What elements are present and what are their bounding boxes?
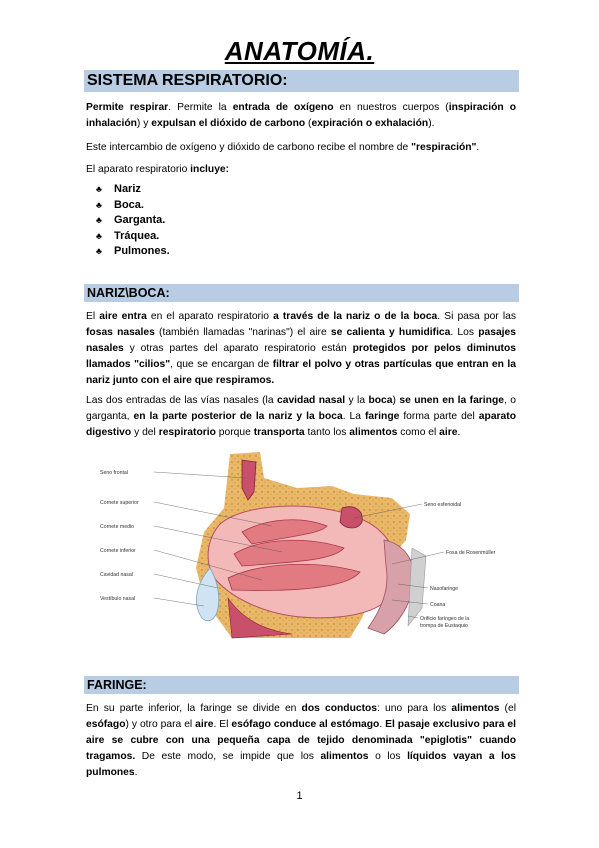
text-run: , que se encargan de xyxy=(170,359,273,370)
text-run: alimentos xyxy=(320,751,369,762)
label-cornete-medio: Cornete medio xyxy=(100,524,135,530)
text-run: y la xyxy=(345,395,369,406)
text-run: En su parte inferior, la faringe se divide en xyxy=(86,703,302,714)
text-run: en nuestros cuerpos ( xyxy=(333,102,449,113)
text-run: . xyxy=(379,719,386,730)
spade-icon: ♣ xyxy=(96,199,102,210)
text-run: respiratorio xyxy=(158,427,216,438)
paragraph-faringe xyxy=(86,701,516,781)
text-run: (el xyxy=(499,703,517,714)
text-run: . La xyxy=(342,411,365,422)
spade-icon: ♣ xyxy=(96,184,102,194)
sphenoid-sinus xyxy=(340,507,362,528)
text-run: líquidos vayan a los pulmones xyxy=(86,751,516,778)
label-fosa-rosenmuller: Fosa de Rosenmüller xyxy=(446,550,496,556)
label-cavidad-nasal: Cavidad nasal xyxy=(100,572,133,578)
text-run: forma parte del xyxy=(399,411,479,422)
text-run: . El xyxy=(213,719,232,730)
label-coana: Coana xyxy=(430,602,446,608)
text-run: cavidad nasal xyxy=(276,395,346,406)
text-run: aire xyxy=(195,719,214,730)
text-run: ) y xyxy=(136,118,152,129)
text-run: Permite respirar xyxy=(86,102,169,113)
text-run: o los xyxy=(368,751,408,762)
text-run: ) xyxy=(392,395,400,406)
spade-icon: ♣ xyxy=(96,246,102,256)
text-run: esófago conduce al estómago xyxy=(231,719,380,730)
text-run: entrada de oxígeno xyxy=(232,102,334,113)
text-run: expulsan el dióxido de carbono xyxy=(151,118,306,129)
text-run: porque xyxy=(215,427,254,438)
spade-icon: ♣ xyxy=(96,215,102,225)
text-run: expiración o exhalación xyxy=(311,118,429,129)
label-seno-frontal: Seno frontal xyxy=(100,470,128,476)
label-cornete-superior: Cornete superior xyxy=(100,500,139,506)
text-run: inspiración o inhalación xyxy=(86,102,516,129)
label-seno-esfenoidal: Seno esfenoidal xyxy=(424,502,462,508)
text-run: tanto los xyxy=(304,427,350,438)
text-run: ) y otro para el xyxy=(125,719,196,730)
text-run: De este modo, se impide que los xyxy=(135,751,321,762)
text-run: alimentos xyxy=(349,427,398,438)
text-run: y otras partes del aparato respiratorio están xyxy=(123,343,353,354)
text-run: como el xyxy=(397,427,440,438)
list-item: ♣ Boca. xyxy=(96,198,170,214)
text-run: a través de la nariz o de la boca xyxy=(273,311,438,322)
paragraph-intercambio xyxy=(86,140,516,156)
text-run: El aparato respiratorio xyxy=(86,164,191,175)
text-run: . Si pasa por las xyxy=(437,311,516,322)
text-run: ( xyxy=(305,118,312,129)
text-run: "respiración" xyxy=(411,142,477,153)
text-run: Las dos entradas de las vías nasales (la xyxy=(86,395,277,406)
text-run: faringe xyxy=(365,411,400,422)
text-run: . Los xyxy=(450,327,479,338)
text-run: transporta xyxy=(253,427,305,438)
label-trompa-eustaquio: trompa de Eustaquio xyxy=(420,623,468,629)
list-item: ♣ Nariz xyxy=(96,182,170,198)
label-nasofaringe: Nasofaringe xyxy=(430,586,458,592)
page-number: 1 xyxy=(296,790,303,802)
text-run: . Permite la xyxy=(168,102,233,113)
section-heading-faringe: FARINGE: xyxy=(84,676,519,694)
text-run: se calienta y humidifica xyxy=(330,327,451,338)
text-run: . xyxy=(457,427,461,438)
text-run: dos conductos xyxy=(301,703,378,714)
text-run: en la parte posterior de la nariz y la boca xyxy=(133,411,343,422)
text-run: pasajes nasales xyxy=(86,327,516,354)
list-item: ♣ Pulmones. xyxy=(96,244,170,260)
text-run: Este intercambio de oxígeno y dióxido de carbono recibe el nombre de xyxy=(86,142,412,153)
paragraph-incluye xyxy=(86,162,516,178)
text-run: y del xyxy=(131,427,159,438)
text-run: El xyxy=(86,311,100,322)
text-run: incluye: xyxy=(190,164,230,175)
text-run: en el aparato respiratorio xyxy=(146,311,274,322)
label-cornete-inferior: Cornete inferior xyxy=(100,548,136,554)
text-run: . xyxy=(476,142,480,153)
document-title: ANATOMÍA. xyxy=(224,36,375,66)
list-item: ♣ Garganta. xyxy=(96,213,170,229)
text-run: alimentos xyxy=(451,703,500,714)
label-orificio-faringeo: Orificio faríngeo de la xyxy=(420,616,470,622)
text-run: aparato digestivo xyxy=(86,411,516,438)
nasal-anatomy-illustration xyxy=(92,448,512,644)
text-run: . xyxy=(134,767,138,778)
text-run: boca xyxy=(368,395,393,406)
paragraph-aire-entra xyxy=(86,309,516,389)
text-run: : uno para los xyxy=(377,703,452,714)
text-run: aire entra xyxy=(99,311,147,322)
text-run: aire xyxy=(439,427,458,438)
spade-icon: ♣ xyxy=(96,230,102,241)
paragraph-vias-nasales xyxy=(86,393,516,441)
text-run: fosas nasales xyxy=(86,327,155,338)
text-run: ). xyxy=(428,118,435,129)
text-run: protegidos por pelos diminutos llamados "cilios" xyxy=(86,343,516,370)
section-heading-respiratorio: SISTEMA RESPIRATORIO: xyxy=(84,70,519,92)
text-run: filtrar el polvo y otras partículas que entran en la nariz junto con el aire que respiramos. xyxy=(86,359,516,386)
text-run: se unen en la faringe xyxy=(399,395,504,406)
label-vestibulo-nasal: Vestíbulo nasal xyxy=(100,596,136,602)
section-heading-nariz-boca: NARIZ\BOCA: xyxy=(84,284,519,302)
paragraph-respirar xyxy=(86,100,516,132)
organ-list xyxy=(96,182,170,260)
list-item: ♣ Tráquea. xyxy=(96,229,170,245)
text-run: El pasaje exclusivo para el aire se cubre con una pequeña capa de tejido denominada "epiglotis" cuando tragamos. xyxy=(86,719,516,762)
text-run: esófago xyxy=(86,719,126,730)
text-run: (también llamadas "narinas") el aire xyxy=(154,327,331,338)
text-run: , o garganta, xyxy=(86,395,516,422)
